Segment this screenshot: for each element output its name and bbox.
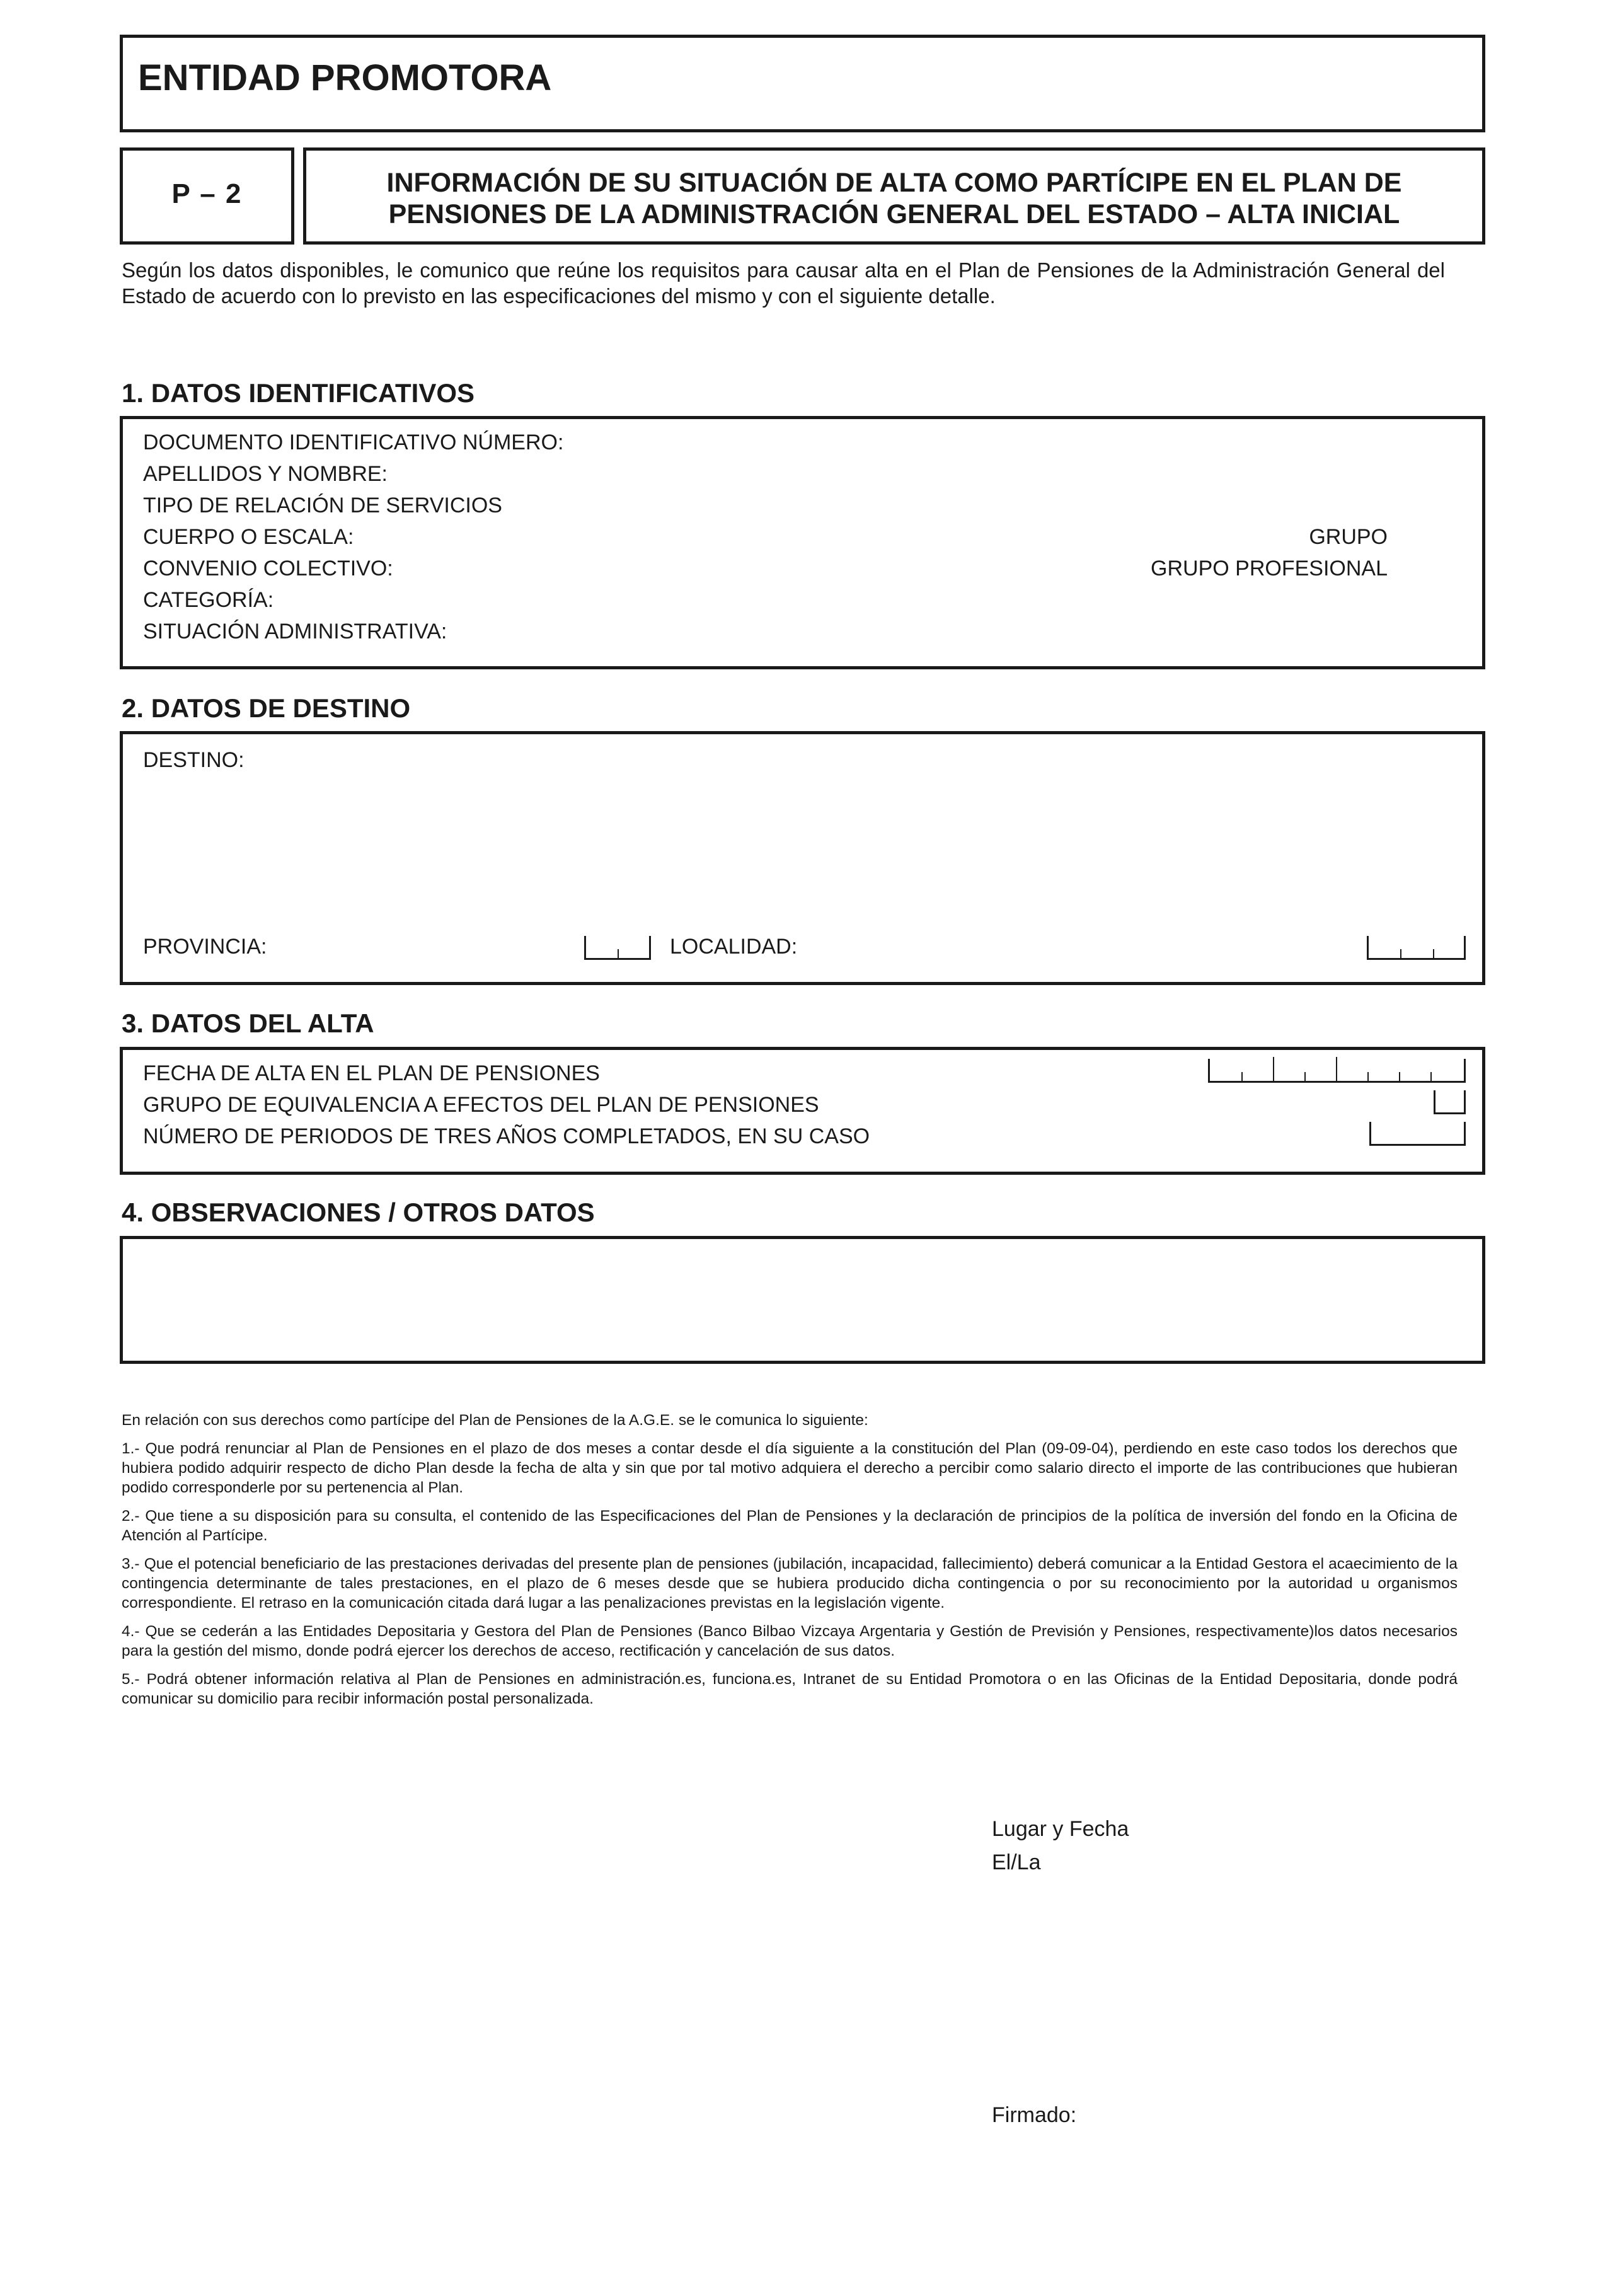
lugar-fecha-label: Lugar y Fecha: [992, 1817, 1129, 1841]
intro-paragraph: Según los datos disponibles, le comunico que reúne los requisitos para causar alta en el Plan de Pensiones de la Administración General del Estado de acuerdo con lo previsto en las especificaciones del mismo y con el siguiente detalle.: [122, 258, 1445, 308]
tipo-relacion-label: TIPO DE RELACIÓN DE SERVICIOS: [143, 493, 502, 517]
legal-intro: En relación con sus derechos como partícipe del Plan de Pensiones de la A.G.E. se le comunica lo siguiente:: [122, 1412, 868, 1429]
signature-block: [992, 1813, 1129, 1879]
form-code-box: [120, 147, 294, 245]
grupo-profesional-label: GRUPO PROFESIONAL: [1151, 557, 1388, 580]
legal-notice: [122, 1410, 1458, 1717]
legal-item-5: 5.- Podrá obtener información relativa al Plan de Pensiones en administración.es, funciona.es, Intranet de su Entidad Promotora o en las Oficinas de la Entidad Depositaria, donde podrá comunicar su domicilio para recibir información postal personalizada.: [122, 1671, 1458, 1707]
localidad-input[interactable]: [1367, 936, 1466, 960]
form-code: P – 2: [171, 178, 243, 209]
section1-box: [120, 416, 1485, 669]
situacion-label: SITUACIÓN ADMINISTRATIVA:: [143, 620, 447, 643]
documento-label: DOCUMENTO IDENTIFICATIVO NÚMERO:: [143, 430, 564, 454]
legal-item-4: 4.- Que se cederán a las Entidades Depositaria y Gestora del Plan de Pensiones (Banco Bilbao Vizcaya Argentaria y Gestión de Previsión y Pensiones, respectivamente)los datos necesarios para la gestión del mismo, donde podrá ejercer los derechos de acceso, rectificación y cancelación de sus datos.: [122, 1623, 1458, 1659]
provincia-label: PROVINCIA:: [143, 935, 267, 959]
grupo-label: GRUPO: [1309, 525, 1388, 549]
legal-item-1: 1.- Que podrá renunciar al Plan de Pensiones en el plazo de dos meses a contar desde el día siguiente a la constitución del Plan (09-09-04), perdiendo en este caso todos los derechos que hubiera podido adquirir respecto de dicho Plan desde la fecha de alta y sin que por tal motivo adquiera el derecho a percibir como salario directo el importe de las contribuciones que hubieran podido corresponderle por su pertenencia al Plan.: [122, 1440, 1458, 1496]
section2-heading: 2. DATOS DE DESTINO: [122, 693, 411, 723]
form-title: INFORMACIÓN DE SU SITUACIÓN DE ALTA COMO PARTÍCIPE EN EL PLAN DE PENSIONES DE LA ADMINISTRACIÓN GENERAL DEL ESTADO – ALTA INICIAL: [386, 168, 1402, 229]
el-la-label: El/La: [992, 1850, 1041, 1874]
observaciones-box[interactable]: [120, 1236, 1485, 1364]
legal-item-2: 2.- Que tiene a su disposición para su consulta, el contenido de las Especificaciones del Plan de Pensiones y la declaración de principios de la política de inversión del fondo en la Oficina de Atención al Partícipe.: [122, 1508, 1458, 1544]
grupo-equivalencia-input[interactable]: [1434, 1090, 1466, 1114]
categoria-label: CATEGORÍA:: [143, 588, 274, 612]
periodos-input[interactable]: [1369, 1122, 1466, 1146]
entidad-promotora-box: [120, 35, 1485, 132]
firmado-label: Firmado:: [992, 2103, 1077, 2127]
grupo-equivalencia-label: GRUPO DE EQUIVALENCIA A EFECTOS DEL PLAN DE PENSIONES: [143, 1093, 819, 1117]
form-title-box: [303, 147, 1485, 245]
section2-box: [120, 731, 1485, 985]
fecha-alta-label: FECHA DE ALTA EN EL PLAN DE PENSIONES: [143, 1061, 600, 1085]
section1-heading: 1. DATOS IDENTIFICATIVOS: [122, 378, 475, 408]
apellidos-label: APELLIDOS Y NOMBRE:: [143, 462, 388, 486]
section3-heading: 3. DATOS DEL ALTA: [122, 1008, 374, 1038]
fecha-alta-input[interactable]: [1208, 1059, 1466, 1083]
periodos-label: NÚMERO DE PERIODOS DE TRES AÑOS COMPLETADOS, EN SU CASO: [143, 1124, 870, 1148]
section3-box: [120, 1047, 1485, 1175]
convenio-label: CONVENIO COLECTIVO:: [143, 557, 393, 580]
localidad-label: LOCALIDAD:: [670, 935, 798, 959]
section4-heading: 4. OBSERVACIONES / OTROS DATOS: [122, 1197, 595, 1227]
destino-label: DESTINO:: [143, 748, 244, 772]
entidad-promotora-title: ENTIDAD PROMOTORA: [138, 57, 552, 98]
provincia-input[interactable]: [584, 936, 651, 960]
legal-item-3: 3.- Que el potencial beneficiario de las prestaciones derivadas del presente plan de pensiones (jubilación, incapacidad, fallecimiento) deberá comunicar a la Entidad Gestora el acaecimiento de la contingencia determinante de tales prestaciones, en el plazo de 6 meses desde que se hubiera producido dicha contingencia o por su reconocimiento por la autoridad u organismos correspondiente. El retraso en la comunicación citada dará lugar a las penalizaciones previstas en la legislación vigente.: [122, 1555, 1458, 1612]
cuerpo-label: CUERPO O ESCALA:: [143, 525, 354, 549]
